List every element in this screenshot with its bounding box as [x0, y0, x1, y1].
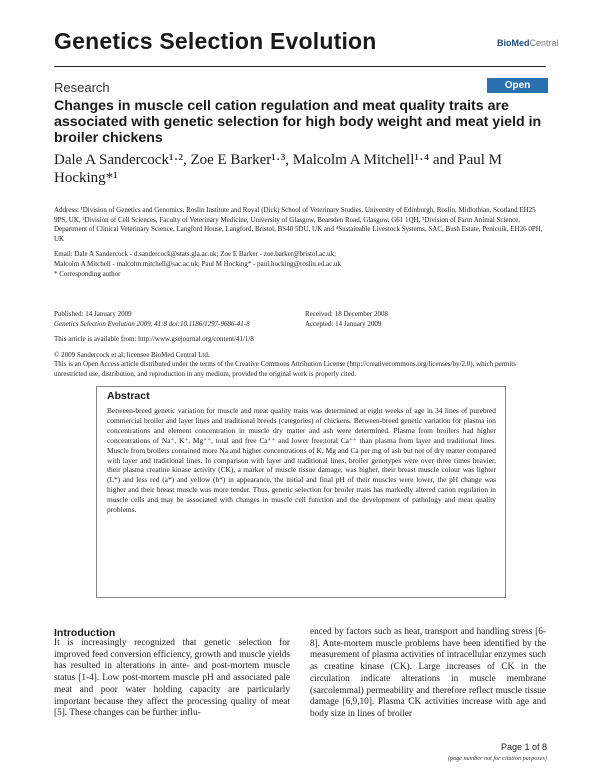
introduction-column-2: enced by factors such as heat, transport and handling stress [6-8]. Ante-mortem muscle problems have been identified by the measurement of plasma activities of intracellular enzymes such as creatine kinase (CK). Large increases of CK in the circulation indicate alterations in muscle membrane (sarcolemmal) permeability and therefore reflect muscle tissue damage [6,9,10]. Plasma CK activities increase with age and body size in lines of broiler [310, 627, 546, 719]
journal-title: Genetics Selection Evolution [54, 28, 377, 54]
email-line-1: Email: Dale A Sandercock - d.sandercock@stats.gla.ac.uk; Zoe E Barker - zoe.barker@bristol.ac.uk; [54, 250, 337, 258]
logo-part-biomed: BioMed [497, 38, 530, 48]
accepted-date: Accepted: 14 January 2009 [305, 320, 382, 328]
copyright-line: © 2009 Sandercock et al; licensee BioMed Central Ltd. [54, 351, 210, 359]
affiliations: Address: ¹Division of Genetics and Genomics, Roslin Institute and Royal (Dick) School of Veterinary Studies, University of Edinburgh, Roslin, Midlothian, Scotland EH25 9PS, UK, ²Division of Cell Sciences, Faculty of Veterinary Medicine, University of Glasgow, Bearsden Road, Glasgow, G61 1QH, ³Division of Farm Animal Science, Department of Clinical Veterinary Science, Langford House, Langford, Bristol, BS40 5DU, UK and ⁴Sustainable Livestock Systems, SAC, Bush Estate, Penicuik, EH26 0PH, UK [54, 206, 543, 243]
page-number: Page 1 of 8 [500, 742, 547, 752]
license-text: This is an Open Access article distributed under the terms of the Creative Commons Attribution License (http://creativecommons.org/licenses/by/2.0), which permits unrestricted use, distribution, and reproduction in any medium, provided the original work is properly cited. [54, 360, 516, 378]
abstract-heading: Abstract [107, 390, 150, 402]
author-list: Dale A Sandercock¹·², Zoe E Barker¹·³, Malcolm A Mitchell¹·⁴ and Paul M Hocking*¹ [54, 152, 503, 186]
article-url[interactable]: This article is available from: http://www.gsejournal.org/content/41/1/8 [54, 335, 254, 343]
citation-line: Genetics Selection Evolution 2009, 41:8 doi:10.1186/1297-9686-41-8 [54, 320, 250, 328]
published-date: Published: 14 January 2009 [54, 310, 132, 318]
email-block [54, 250, 549, 269]
email-line-2: Malcolm A Mitchell - malcolm.mitchell@sac.ac.uk; Paul M Hocking* - paul.hocking@roslin.ed.ac.uk [54, 259, 341, 268]
header-divider [54, 66, 546, 67]
page-number-note: (page number not for citation purposes) [447, 755, 547, 762]
received-date: Received: 18 December 2008 [305, 310, 388, 318]
corresponding-author-note: * Corresponding author [54, 270, 121, 278]
introduction-heading: Introduction [54, 627, 116, 639]
section-label: Research [54, 80, 110, 95]
open-access-badge: Open Access [487, 78, 548, 93]
article-title: Changes in muscle cell cation regulation and meat quality traits are associated with genetic selection for high body weight and meat yield in broiler chickens [54, 98, 542, 146]
publisher-logo [497, 38, 559, 48]
logo-part-central: Central [529, 38, 559, 48]
abstract-body: Between-breed genetic variation for muscle and meat quality traits was determined at eight weeks of age in 34 lines of purebred commercial broiler and layer lines and traditional breeds (categories) of chickens. Between-breed genetic variation for plasma ion concentrations and element concentration in muscle dry matter and ash were determined. Plasma from broilers had higher concentrations of Na⁺, K⁺, Mg⁺⁺, total and free Ca⁺⁺ and lower free:total Ca⁺⁺ than plasma from layer and traditional lines. Muscle from broilers contained more Na and higher concentrations of K, Mg and Ca per mg of ash but not of dry matter compared with layer and traditional lines. In comparison with layer and traditional lines, broiler genotypes were over three times heavier, their plasma creatine kinase activity (CK), a marker of muscle tissue damage, was higher, their breast muscle colour was lighter (L*) and less red (a*) and yellow (b*) in appearance, the initial and final pH of their muscles were lower, the pH change was higher and their breast muscle was more tender. Thus, genetic selection for broiler traits has markedly altered cation regulation in muscle cells and may be associated with changes in muscle cell function and the development of pathology and meat quality problems. [107, 406, 496, 515]
introduction-column-1: It is increasingly recognized that genetic selection for improved feed conversion efficiency, growth and muscle yields has resulted in alterations in ante- and post-mortem muscle status [1-4]. Low post-mortem muscle pH and associated pale meat and poor water holding capacity are particularly important because they affect the processing quality of meat [5]. These changes can be further influ- [54, 638, 290, 719]
